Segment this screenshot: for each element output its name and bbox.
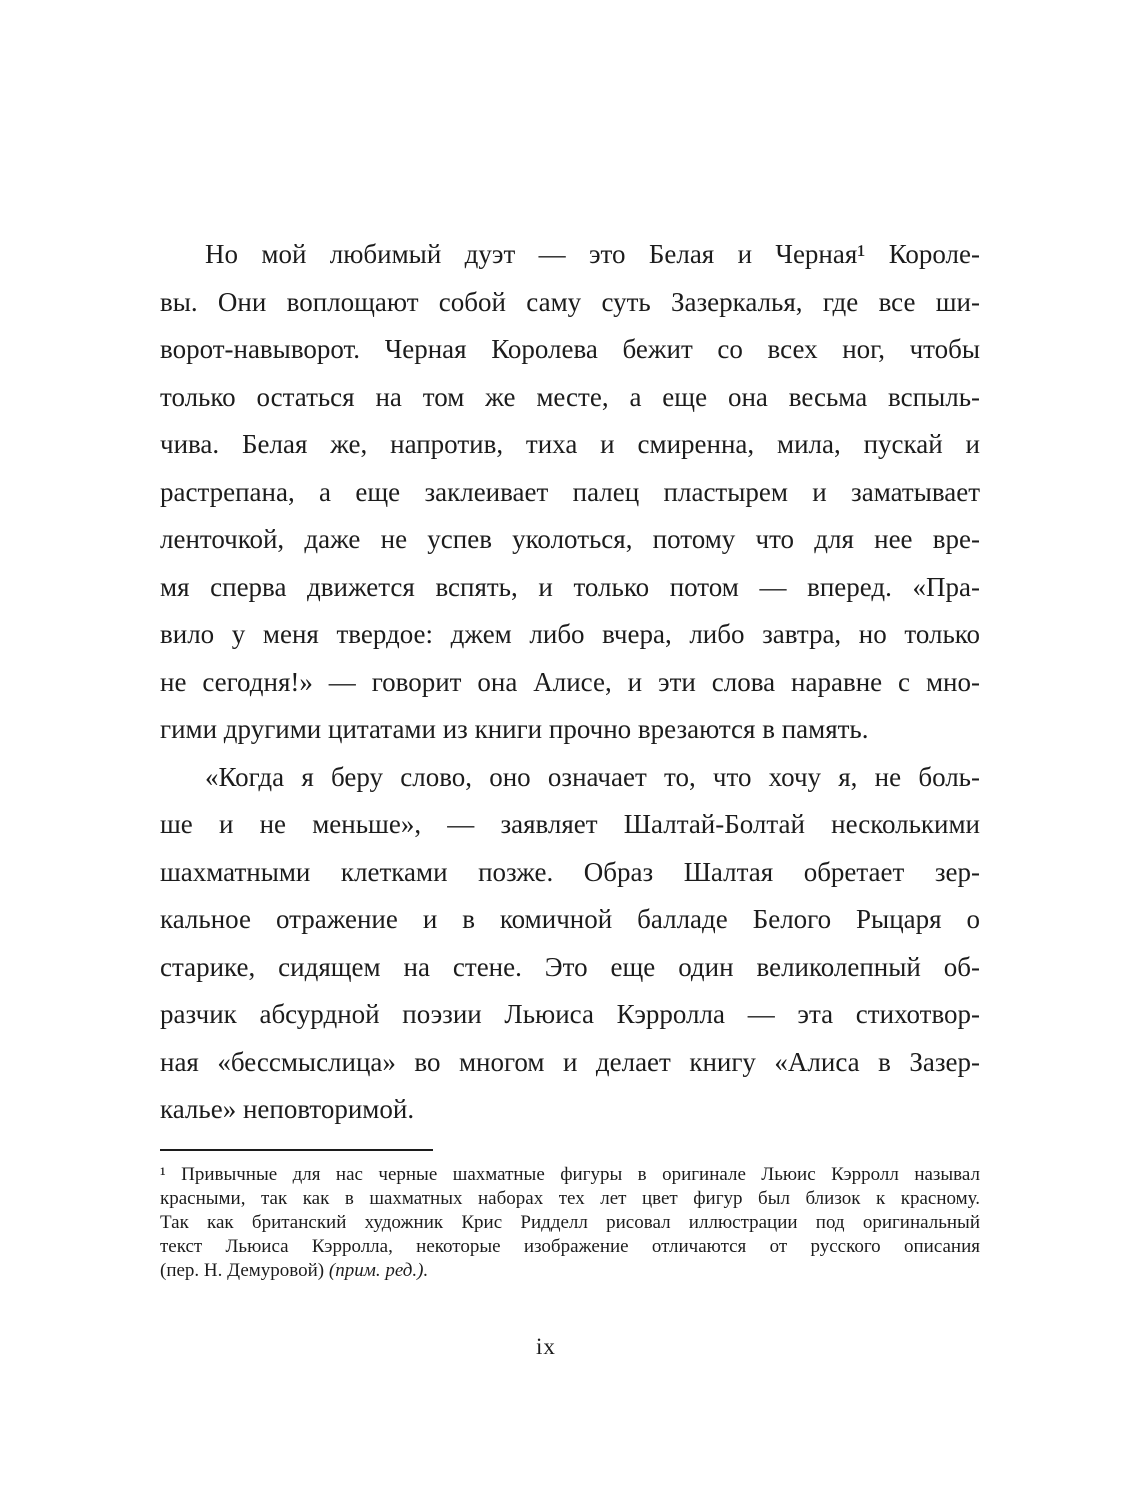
text-line: чива. Белая же, напротив, тиха и смиренна, мила, пускай и — [160, 429, 980, 459]
text-line: вы. Они воплощают собой саму суть Зазеркалья, где все ши- — [160, 286, 980, 317]
page-number: ix — [536, 1334, 556, 1359]
text-line: растрепана, а еще заклеивает палец пластырем и заматывает — [160, 476, 980, 507]
text-line: ше и не меньше», — заявляет Шалтай-Болтай несколькими — [160, 809, 980, 839]
footnote-line: Так как британский художник Крис Ридделл рисовал иллюстрации под оригинальный — [160, 1212, 980, 1233]
text-line: ворот-навыворот. Черная Королева бежит со всех ног, чтобы — [160, 334, 980, 364]
paragraph-1 — [160, 231, 980, 754]
main-text-block — [160, 231, 980, 1134]
footnote-line — [160, 1259, 980, 1283]
text-line: только остаться на том же месте, а еще она весьма вспыль- — [160, 381, 980, 412]
text-line: ленточкой, даже не успев уколоться, потому что для нее вре- — [160, 524, 980, 554]
text-line: ная «бессмыслица» во многом и делает книгу «Алиса в Зазер- — [160, 1046, 980, 1077]
text-line: калье» неповторимой. — [160, 1094, 415, 1124]
footnote-editor-note: (прим. ред.). — [328, 1260, 429, 1281]
text-line: старике, сидящем на стене. Это еще один великолепный об- — [160, 951, 980, 982]
text-line: разчик абсурдной поэзии Льюиса Кэрролла — эта стихотвор- — [160, 999, 980, 1029]
text-line: кальное отражение и в комичной балладе Белого Рыцаря о — [160, 904, 980, 934]
footnote-line: ¹ Привычные для нас черные шахматные фигуры в оригинале Льюис Кэрролл называл — [160, 1164, 980, 1185]
footnote-line: текст Льюиса Кэрролла, некоторые изображение отличаются от русского описания — [160, 1236, 980, 1257]
footnote-translator-credit: (пер. Н. Демуровой) — [160, 1260, 329, 1281]
text-line: мя сперва движется вспять, и только потом — вперед. «Пра- — [160, 571, 980, 602]
text-line: гими другими цитатами из книги прочно врезаются в память. — [160, 714, 869, 744]
text-line: вило у меня твердое: джем либо вчера, либо завтра, но только — [160, 619, 980, 649]
text-line: не сегодня!» — говорит она Алисе, и эти слова наравне с мно- — [160, 666, 980, 697]
text-line: шахматными клетками позже. Образ Шалтая обретает зер- — [160, 856, 980, 887]
footnote-block — [160, 1163, 980, 1283]
footnote-separator — [160, 1149, 433, 1151]
text-line: «Когда я беру слово, оно означает то, что хочу я, не боль- — [205, 761, 980, 792]
footnote-line: красными, так как в шахматных наборах тех лет цвет фигур был близок к красному. — [160, 1188, 980, 1209]
text-line: Но мой любимый дуэт — это Белая и Черная¹ Короле- — [205, 239, 980, 269]
paragraph-2 — [160, 754, 980, 1134]
